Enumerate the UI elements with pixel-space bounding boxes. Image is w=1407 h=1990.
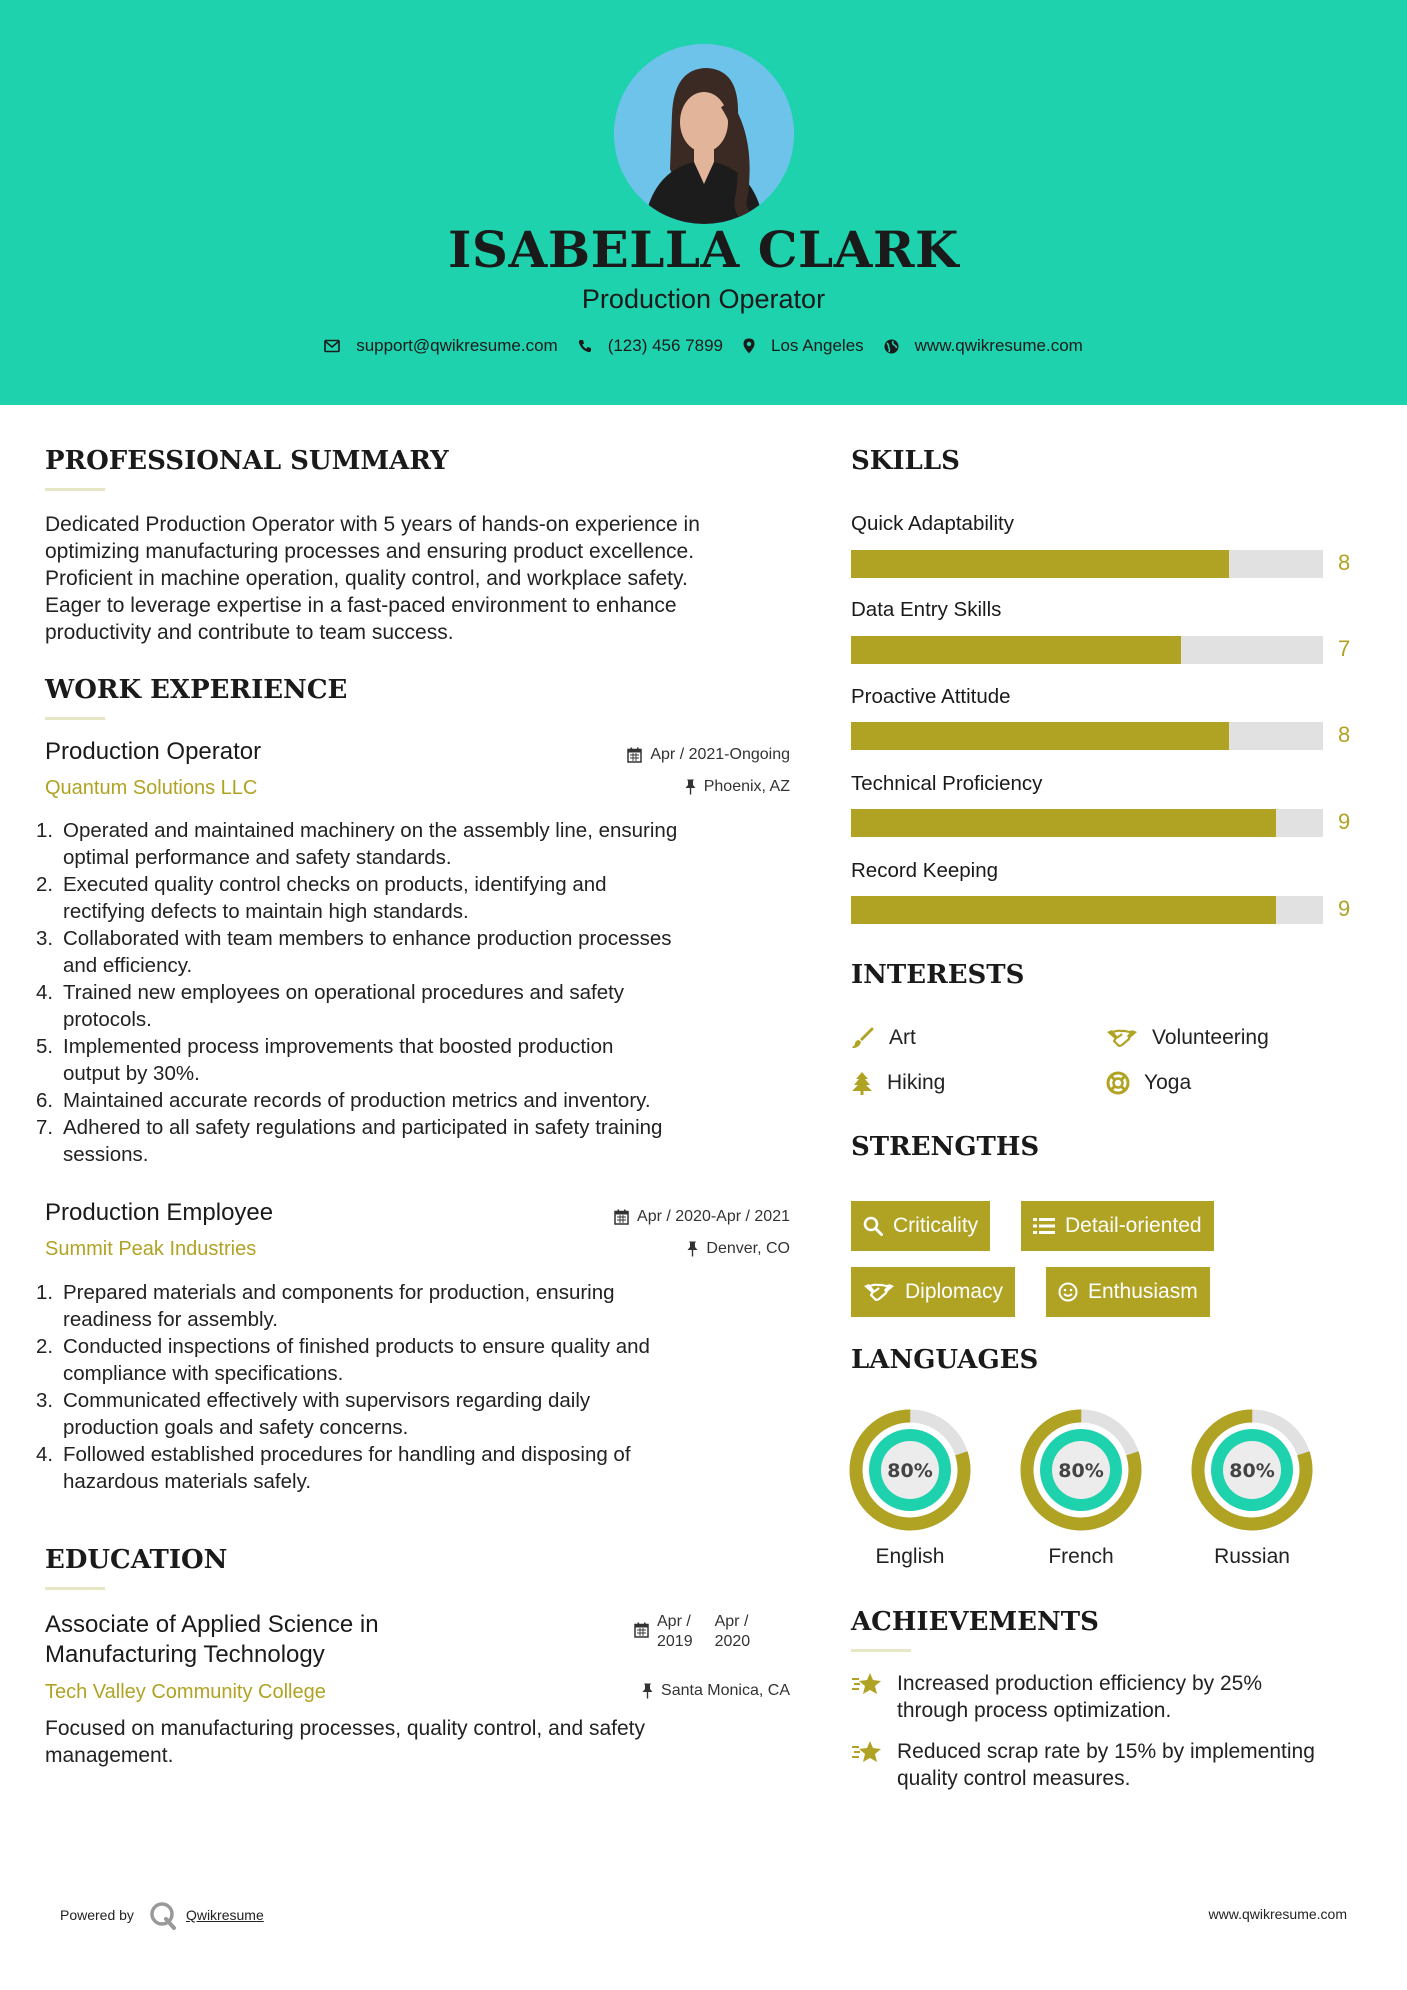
- strength-label: Detail-oriented: [1065, 1214, 1202, 1237]
- list-text: Implemented process improvements that boosted production: [63, 1035, 614, 1058]
- list-item: [36, 1333, 805, 1387]
- achievement-text: [897, 1738, 1315, 1792]
- interest-label: Hiking: [887, 1071, 946, 1094]
- lifering-icon: [1106, 1071, 1130, 1095]
- achievements-heading: ACHIEVEMENTS: [851, 1607, 1099, 1637]
- pushpin-icon: [685, 779, 696, 795]
- end-month: Apr /: [714, 1613, 749, 1630]
- list-text: Operated and maintained machinery on the assembly line, ensuring: [63, 819, 678, 842]
- list-text: protocols.: [63, 1008, 152, 1031]
- interest-item: [1106, 1071, 1191, 1095]
- list-text: Adhered to all safety regulations and participated in safety training: [63, 1116, 663, 1139]
- star-icon: [851, 1670, 883, 1698]
- achievement-line: Increased production efficiency by 25%: [897, 1672, 1262, 1695]
- skill-label: Proactive Attitude: [851, 685, 1011, 708]
- language-percent: 80%: [1058, 1460, 1104, 1482]
- language-ring: [1020, 1409, 1142, 1531]
- language-label: Russian: [1214, 1545, 1290, 1568]
- job-title: Production Employee: [45, 1199, 274, 1226]
- education-start: [657, 1612, 693, 1652]
- list-number: 1.: [36, 819, 54, 842]
- avatar: [614, 44, 794, 224]
- list-number: 4.: [36, 981, 54, 1004]
- list-number: 3.: [36, 927, 54, 950]
- list-item: [36, 871, 805, 925]
- strength-label: Diplomacy: [905, 1280, 1004, 1303]
- list-text: production goals and safety concerns.: [63, 1416, 409, 1439]
- search-icon: [863, 1216, 883, 1236]
- list-text: Trained new employees on operational procedures and safety: [63, 981, 625, 1004]
- job-dates-text: Apr / 2020-Apr / 2021: [637, 1208, 790, 1225]
- interests-heading: INTERESTS: [851, 960, 1025, 990]
- location-text: Los Angeles: [771, 336, 864, 355]
- website-text: www.qwikresume.com: [914, 336, 1083, 355]
- list-number: 1.: [36, 1281, 54, 1304]
- phone-text: (123) 456 7899: [607, 336, 724, 355]
- job-dates: [500, 746, 790, 764]
- profile-photo: [614, 44, 794, 224]
- job-dates-text: Apr / 2021-Ongoing: [650, 746, 790, 763]
- contact-bar: [0, 336, 1407, 356]
- skill-value: 9: [1338, 896, 1351, 921]
- contact-phone[interactable]: [578, 336, 723, 356]
- list-text: compliance with specifications.: [63, 1362, 344, 1385]
- contact-location: [743, 336, 864, 356]
- calendar-icon: [634, 1622, 649, 1638]
- interest-item: [851, 1071, 945, 1095]
- skill-label: Technical Proficiency: [851, 772, 1043, 795]
- language-percent: 80%: [887, 1460, 933, 1482]
- interest-item: [851, 1026, 916, 1050]
- list-text: and efficiency.: [63, 954, 193, 977]
- interest-label: Yoga: [1144, 1071, 1192, 1094]
- pushpin-icon: [642, 1683, 653, 1699]
- list-number: 2.: [36, 873, 54, 896]
- list-text: Maintained accurate records of production metrics and inventory.: [63, 1089, 651, 1112]
- start-month: Apr /: [657, 1613, 691, 1630]
- skill-bar-track: [851, 896, 1323, 924]
- skill-value: 9: [1338, 809, 1351, 834]
- skill-label: Data Entry Skills: [851, 598, 1002, 621]
- list-item: [36, 817, 805, 871]
- start-year: 2019: [657, 1633, 693, 1650]
- calendar-icon: [627, 747, 642, 763]
- tree-icon: [851, 1071, 873, 1095]
- calendar-icon: [614, 1209, 629, 1225]
- strength-label: Criticality: [893, 1214, 979, 1237]
- description-line: management.: [45, 1744, 174, 1767]
- strength-badge: [1021, 1201, 1214, 1251]
- skill-value: 8: [1338, 550, 1351, 575]
- language-label: English: [875, 1545, 945, 1568]
- list-item: [36, 1087, 805, 1114]
- skill-bar-fill: [851, 722, 1229, 750]
- candidate-title: Production Operator: [581, 284, 826, 314]
- skill-bar-fill: [851, 636, 1181, 664]
- list-number: 4.: [36, 1443, 54, 1466]
- qwikresume-logo-icon: [148, 1900, 178, 1930]
- list-item: [36, 1033, 805, 1087]
- job-dates: [500, 1208, 790, 1226]
- achievement-line: quality control measures.: [897, 1767, 1131, 1790]
- summary-heading: PROFESSIONAL SUMMARY: [45, 446, 449, 476]
- list-text: output by 30%.: [63, 1062, 200, 1085]
- paintbrush-icon: [851, 1027, 875, 1049]
- list-number: 2.: [36, 1335, 54, 1358]
- degree-title: [45, 1610, 379, 1670]
- education-description: [45, 1715, 645, 1769]
- end-year: 2020: [714, 1633, 751, 1650]
- achievements-divider: [851, 1649, 911, 1652]
- list-text: rectifying defects to maintain high standards.: [63, 900, 469, 923]
- skills-heading: SKILLS: [851, 446, 960, 476]
- achievement-item: [851, 1738, 1315, 1792]
- list-text: Conducted inspections of finished products to ensure quality and: [63, 1335, 650, 1358]
- education-divider: [45, 1587, 105, 1590]
- education-location: [500, 1682, 790, 1700]
- list-text: Followed established procedures for handling and disposing of: [63, 1443, 631, 1466]
- skill-bar-track: [851, 722, 1323, 750]
- achievement-item: [851, 1670, 1262, 1724]
- language-label: French: [1048, 1545, 1114, 1568]
- language-ring: [1191, 1409, 1313, 1531]
- strength-label: Enthusiasm: [1088, 1280, 1198, 1303]
- language-gauge: [1191, 1409, 1313, 1536]
- candidate-name: ISABELLA CLARK: [448, 220, 959, 279]
- job-company: Summit Peak Industries: [45, 1238, 257, 1260]
- experience-heading: WORK EXPERIENCE: [45, 675, 348, 705]
- list-item: [36, 1441, 805, 1495]
- achievement-text: [897, 1670, 1262, 1724]
- skill-bar-track: [851, 550, 1323, 578]
- list-text: Communicated effectively with supervisors regarding daily: [63, 1389, 591, 1412]
- skill-bar-fill: [851, 809, 1276, 837]
- education-end: [715, 1612, 751, 1652]
- strength-badge: [851, 1201, 990, 1251]
- language-gauge: [1020, 1409, 1142, 1536]
- job-duties-list: [36, 1279, 805, 1495]
- skill-bar-track: [851, 636, 1323, 664]
- globe-icon: [884, 339, 899, 354]
- footer-powered-by: [60, 1900, 264, 1930]
- language-percent: 80%: [1229, 1460, 1275, 1482]
- skill-bar-track: [851, 809, 1323, 837]
- language-ring: [849, 1409, 971, 1531]
- description-line: Focused on manufacturing processes, quality control, and safety: [45, 1717, 645, 1740]
- summary-text: [45, 511, 700, 646]
- list-text: optimal performance and safety standards.: [63, 846, 452, 869]
- footer-website[interactable]: www.qwikresume.com: [1208, 1906, 1347, 1922]
- list-item: [36, 1279, 805, 1333]
- job-duties-list: [36, 817, 805, 1168]
- skill-label: Quick Adaptability: [851, 512, 1014, 535]
- envelope-icon: [324, 339, 340, 353]
- education-location-text: Santa Monica, CA: [661, 1682, 790, 1699]
- skill-bar-fill: [851, 550, 1229, 578]
- degree-line: Manufacturing Technology: [45, 1641, 325, 1668]
- strengths-heading: STRENGTHS: [851, 1132, 1040, 1162]
- job-location-text: Denver, CO: [706, 1240, 790, 1257]
- job-location-text: Phoenix, AZ: [703, 778, 790, 795]
- list-text: readiness for assembly.: [63, 1308, 278, 1331]
- phone-icon: [578, 339, 592, 353]
- degree-line: Associate of Applied Science in: [45, 1611, 379, 1638]
- list-text: hazardous materials safely.: [63, 1470, 312, 1493]
- list-number: 6.: [36, 1089, 54, 1112]
- list-item: [36, 925, 805, 979]
- header-banner: [0, 0, 1407, 405]
- summary-line: productivity and contribute to team success.: [45, 621, 454, 644]
- contact-website[interactable]: [884, 336, 1083, 356]
- skill-label: Record Keeping: [851, 859, 999, 882]
- job-title: Production Operator: [45, 738, 262, 765]
- list-icon: [1033, 1217, 1055, 1235]
- qwikresume-link[interactable]: Qwikresume: [185, 1907, 264, 1923]
- summary-line: Proficient in machine operation, quality control, and workplace safety.: [45, 567, 688, 590]
- strength-badge: [851, 1267, 1015, 1317]
- contact-email[interactable]: [324, 336, 558, 356]
- interest-item: [1106, 1026, 1269, 1050]
- summary-line: optimizing manufacturing processes and ensuring product excellence.: [45, 540, 695, 563]
- list-number: 5.: [36, 1035, 54, 1058]
- pushpin-icon: [687, 1241, 698, 1257]
- achievement-line: through process optimization.: [897, 1699, 1172, 1722]
- skill-value: 7: [1338, 636, 1351, 661]
- education-heading: EDUCATION: [45, 1545, 228, 1575]
- powered-by-text: Powered by: [60, 1907, 134, 1923]
- list-item: [36, 1114, 805, 1168]
- handshake-icon: [1106, 1027, 1138, 1049]
- email-text: support@qwikresume.com: [356, 336, 558, 355]
- list-text: Prepared materials and components for production, ensuring: [63, 1281, 615, 1304]
- strength-badge: [1046, 1267, 1210, 1317]
- interest-label: Art: [889, 1026, 916, 1049]
- list-item: [36, 1387, 805, 1441]
- language-gauge: [849, 1409, 971, 1536]
- list-item: [36, 979, 805, 1033]
- list-text: Executed quality control checks on products, identifying and: [63, 873, 607, 896]
- summary-line: Eager to leverage expertise in a fast-paced environment to enhance: [45, 594, 677, 617]
- skill-value: 8: [1338, 722, 1351, 747]
- summary-divider: [45, 488, 105, 491]
- job-location: [500, 778, 790, 796]
- smile-icon: [1058, 1282, 1078, 1302]
- skill-bar-fill: [851, 896, 1276, 924]
- handshake-icon: [863, 1281, 895, 1303]
- achievement-line: Reduced scrap rate by 15% by implementing: [897, 1740, 1315, 1763]
- map-pin-icon: [743, 338, 755, 354]
- languages-heading: LANGUAGES: [851, 1345, 1039, 1375]
- star-icon: [851, 1738, 883, 1766]
- list-text: sessions.: [63, 1143, 149, 1166]
- experience-divider: [45, 717, 105, 720]
- list-number: 7.: [36, 1116, 54, 1139]
- job-location: [500, 1240, 790, 1258]
- job-company: Quantum Solutions LLC: [45, 777, 258, 799]
- interest-label: Volunteering: [1152, 1026, 1269, 1049]
- education-dates: [634, 1612, 750, 1652]
- summary-line: Dedicated Production Operator with 5 years of hands-on experience in: [45, 513, 700, 536]
- list-number: 3.: [36, 1389, 54, 1412]
- school-name: Tech Valley Community College: [45, 1681, 326, 1703]
- list-text: Collaborated with team members to enhance production processes: [63, 927, 672, 950]
